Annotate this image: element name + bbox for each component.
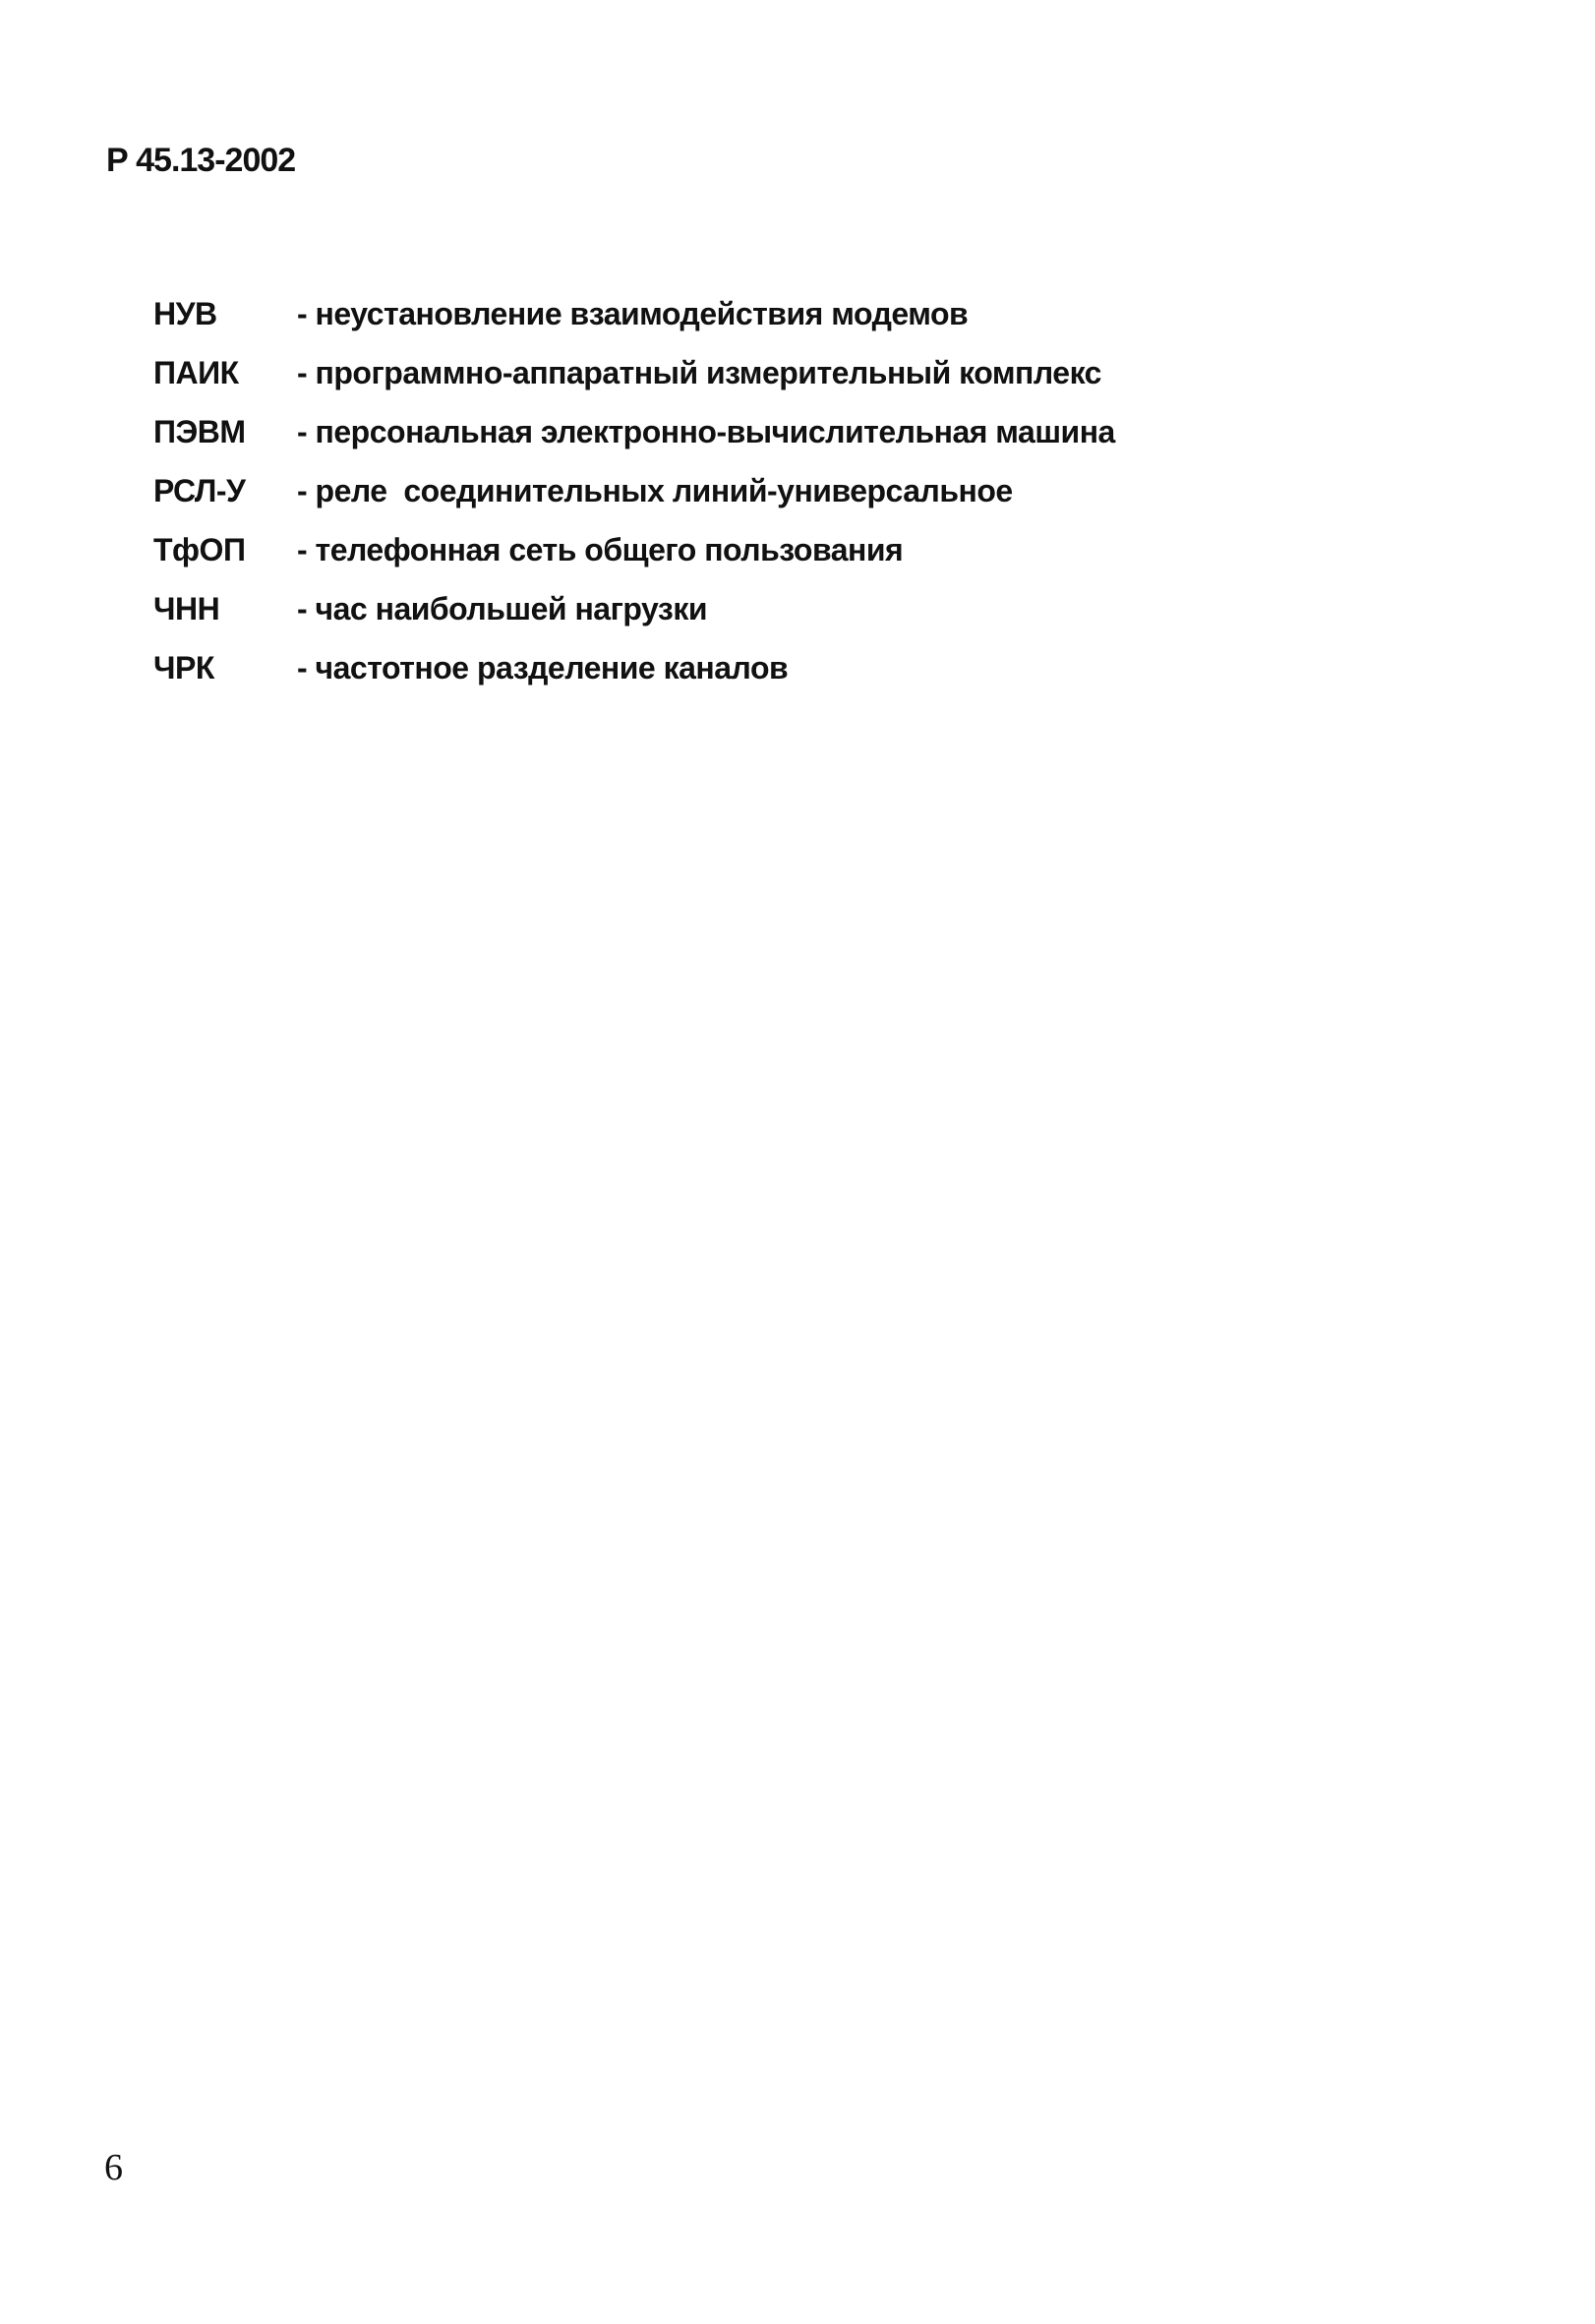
abbreviation-term: ТфОП bbox=[153, 532, 246, 567]
abbreviation-term: РСЛ-У bbox=[153, 473, 246, 508]
abbreviation-term: ПАИК bbox=[153, 355, 239, 390]
abbreviation-definition: - персональная электронно-вычислительная машина bbox=[297, 414, 1115, 449]
abbreviation-term: ПЭВМ bbox=[153, 414, 246, 449]
abbreviation-term: ЧНН bbox=[153, 591, 220, 626]
abbreviation-term: ЧРК bbox=[153, 650, 214, 685]
document-code: Р 45.13-2002 bbox=[106, 142, 296, 179]
page-number: 6 bbox=[104, 2147, 123, 2188]
abbreviation-definition: - программно-аппаратный измерительный комплекс bbox=[297, 355, 1101, 390]
abbreviation-definition: - неустановление взаимодействия модемов bbox=[297, 296, 969, 331]
abbreviation-definition: - телефонная сеть общего пользования bbox=[297, 532, 904, 567]
abbreviation-definition: - частотное разделение каналов bbox=[297, 650, 789, 685]
abbreviation-term: НУВ bbox=[153, 296, 217, 331]
abbreviation-definition: - реле соединительных линий-универсальное bbox=[297, 473, 1013, 508]
abbreviation-definition: - час наибольшей нагрузки bbox=[297, 591, 707, 626]
